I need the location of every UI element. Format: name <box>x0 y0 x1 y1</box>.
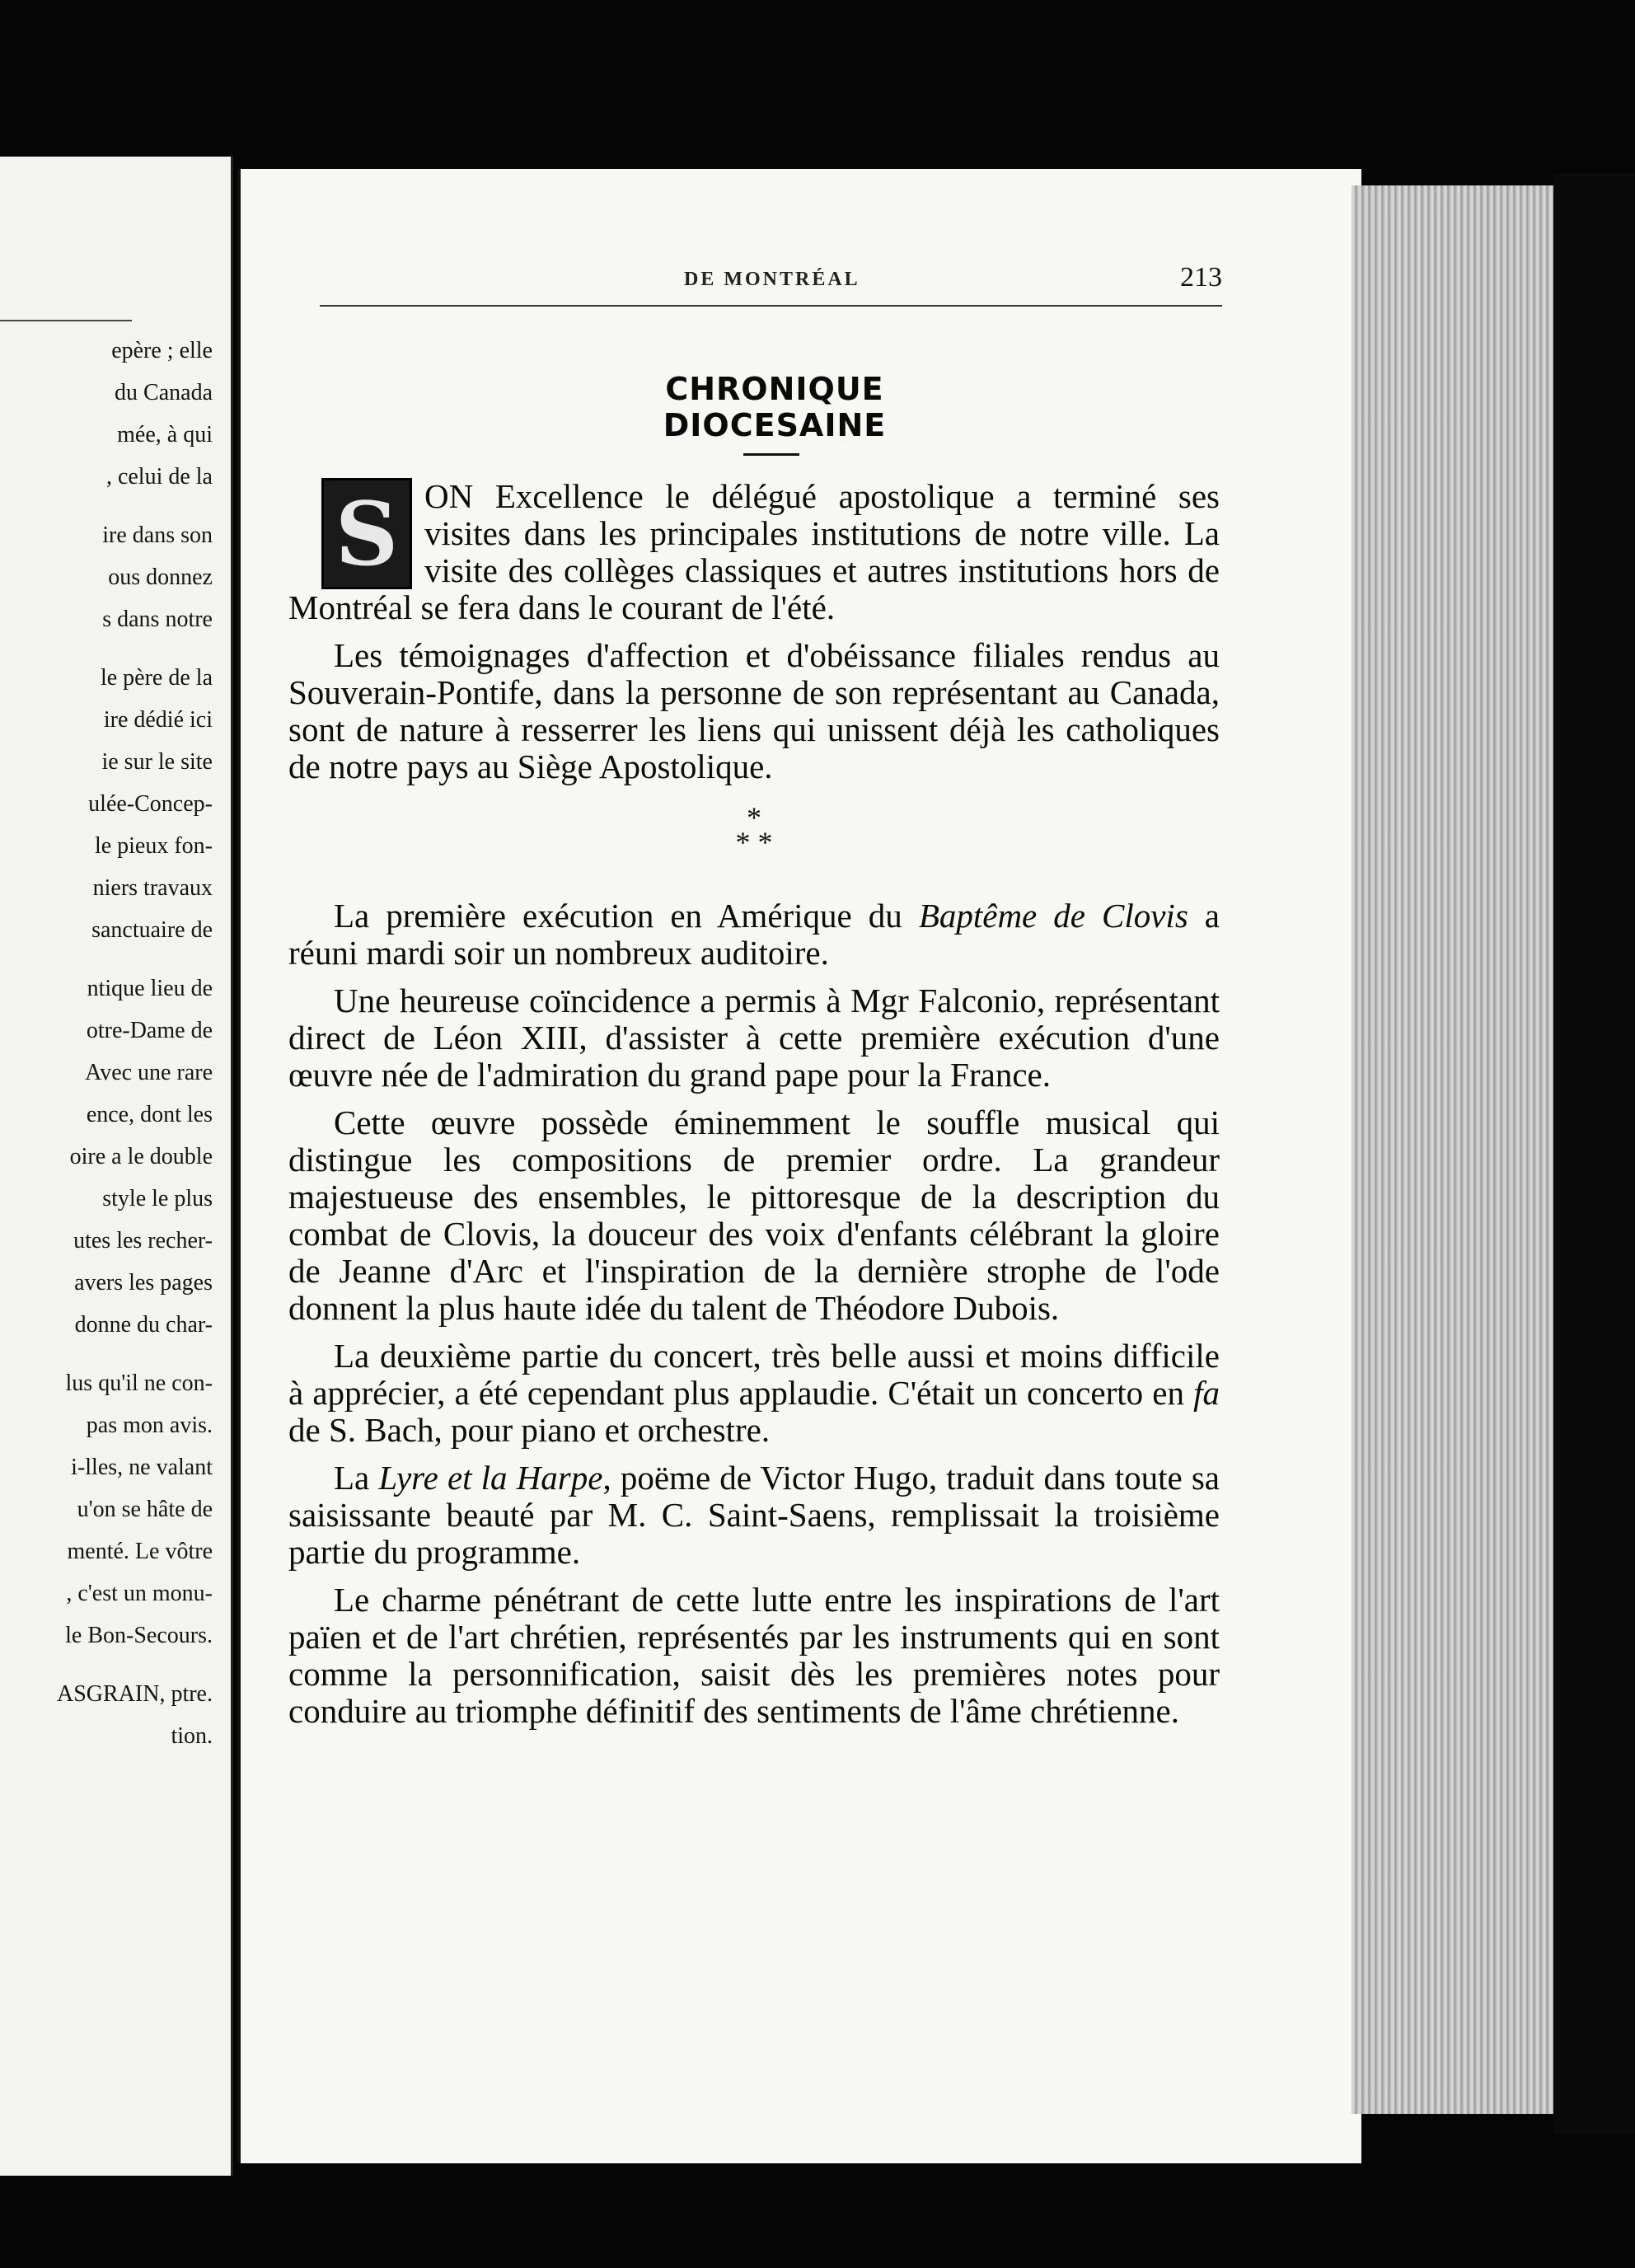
left-page-line: ence, dont les <box>86 1102 213 1127</box>
page-number: 213 <box>1180 262 1222 293</box>
left-page-gap <box>0 1346 231 1362</box>
drop-cap-ornament: S <box>321 478 412 589</box>
left-page-line: avers les pages <box>74 1270 213 1296</box>
left-page-line: le pieux fon- <box>94 833 213 859</box>
article-body <box>288 478 1220 1730</box>
left-page-line: style le plus <box>102 1186 213 1211</box>
left-page-line: lus qu'il ne con- <box>65 1371 213 1396</box>
paragraph-4: Une heureuse coïncidence a permis à Mgr Falconio, représentant direct de Léon XIII, d'assister à cette première exécution d'une œuvre née de l'admiration du grand pape pour la France. <box>288 982 1220 1094</box>
left-page-line: pas mon avis. <box>86 1413 213 1438</box>
left-page-line: ire dédié ici <box>103 707 213 733</box>
left-page-line: ire dans son <box>102 522 213 548</box>
left-page-text <box>0 330 231 1757</box>
left-page-line: Avec une rare <box>85 1060 213 1085</box>
left-page-line: utes les recher- <box>73 1228 213 1253</box>
left-page-line: i-lles, ne valant <box>71 1455 213 1480</box>
left-page-line: oire a le double <box>69 1144 213 1169</box>
left-page-line: ulée-Concep- <box>88 791 213 817</box>
left-page-line: ous donnez <box>108 565 213 590</box>
left-page-line: otre-Dame de <box>86 1018 213 1043</box>
running-head: DE MONTRÉAL <box>684 269 860 290</box>
paragraph-2: Les témoignages d'affection et d'obéissance filiales rendus au Souverain-Pontife, dans la personne de son représentant au Canada, sont de nature à resserrer les liens qui unissent déjà les catholiques de notre pays au Siège Apostolique. <box>288 636 1220 785</box>
left-page-gap <box>0 951 231 968</box>
paragraph-3: La première exécution en Amérique du Baptême de Clovis a réuni mardi soir un nombreux auditoire. <box>288 897 1220 972</box>
left-page <box>0 157 233 2176</box>
left-page-line: tion. <box>171 1723 213 1749</box>
left-page-line: ntique lieu de <box>87 976 213 1001</box>
left-page-line: u'on se hâte de <box>77 1497 213 1522</box>
paragraph-1: S ON Excellence le délégué apostolique a terminé ses visites dans les principales institutions de notre ville. La visite des collèges classiques et autres institutions hors de Montréal se fera dans le courant de l'été. <box>288 477 1220 626</box>
left-page-gap <box>0 640 231 657</box>
left-page-line: ASGRAIN, ptre. <box>57 1681 213 1707</box>
left-page-line: donne du char- <box>74 1312 213 1338</box>
asterism-separator: * * * <box>735 801 773 859</box>
left-page-line: mée, à qui <box>117 422 213 448</box>
left-page-line: s dans notre <box>102 607 213 632</box>
header-rule <box>320 305 1222 307</box>
book-page-edges <box>1352 185 1553 2114</box>
left-page-line: niers travaux <box>92 875 213 901</box>
book-edge-shadow <box>1553 173 1635 2134</box>
left-page-line: sanctuaire de <box>91 917 213 943</box>
paragraph-6: La deuxième partie du concert, très belle aussi et moins difficile à apprécier, a été cependant plus applaudie. C'était un concerto en fa de S. Bach, pour piano et orchestre. <box>288 1337 1220 1449</box>
left-page-line: le père de la <box>100 665 213 691</box>
left-page-rule <box>0 320 132 321</box>
left-page-gap <box>0 498 231 514</box>
paragraph-5: Cette œuvre possède éminemment le souffle musical qui distingue les compositions de premier ordre. La grandeur majestueuse des ensembles, le pittoresque de la description du combat de Clovis, la douceur des voix d'enfants célébrant la gloire de Jeanne d'Arc et l'inspiration de la dernière strophe de l'ode donnent la plus haute idée du talent de Théodore Dubois. <box>288 1104 1220 1327</box>
title-rule <box>743 453 799 456</box>
left-page-line: ie sur le site <box>101 749 213 775</box>
left-page-line: , c'est un monu- <box>66 1581 213 1606</box>
paragraph-7: La Lyre et la Harpe, poëme de Victor Hugo, traduit dans toute sa saisissante beauté par M. C. Saint-Saens, remplissait la troisième partie du programme. <box>288 1459 1220 1571</box>
left-page-line: du Canada <box>115 380 213 405</box>
left-page-line: epère ; elle <box>111 338 213 363</box>
section-title: CHRONIQUE DIOCESAINE <box>663 371 887 443</box>
left-page-line: menté. Le vôtre <box>67 1539 213 1564</box>
left-page-gap <box>0 1656 231 1673</box>
left-page-line: , celui de la <box>105 464 213 490</box>
paragraph-8: Le charme pénétrant de cette lutte entre les inspirations de l'art païen et de l'art chrétien, représentés par les instruments qui en sont comme la personnification, saisit dès les premières notes pour conduire au triomphe définitif des sentiments de l'âme chrétienne. <box>288 1581 1220 1730</box>
left-page-line: le Bon-Secours. <box>65 1623 213 1648</box>
